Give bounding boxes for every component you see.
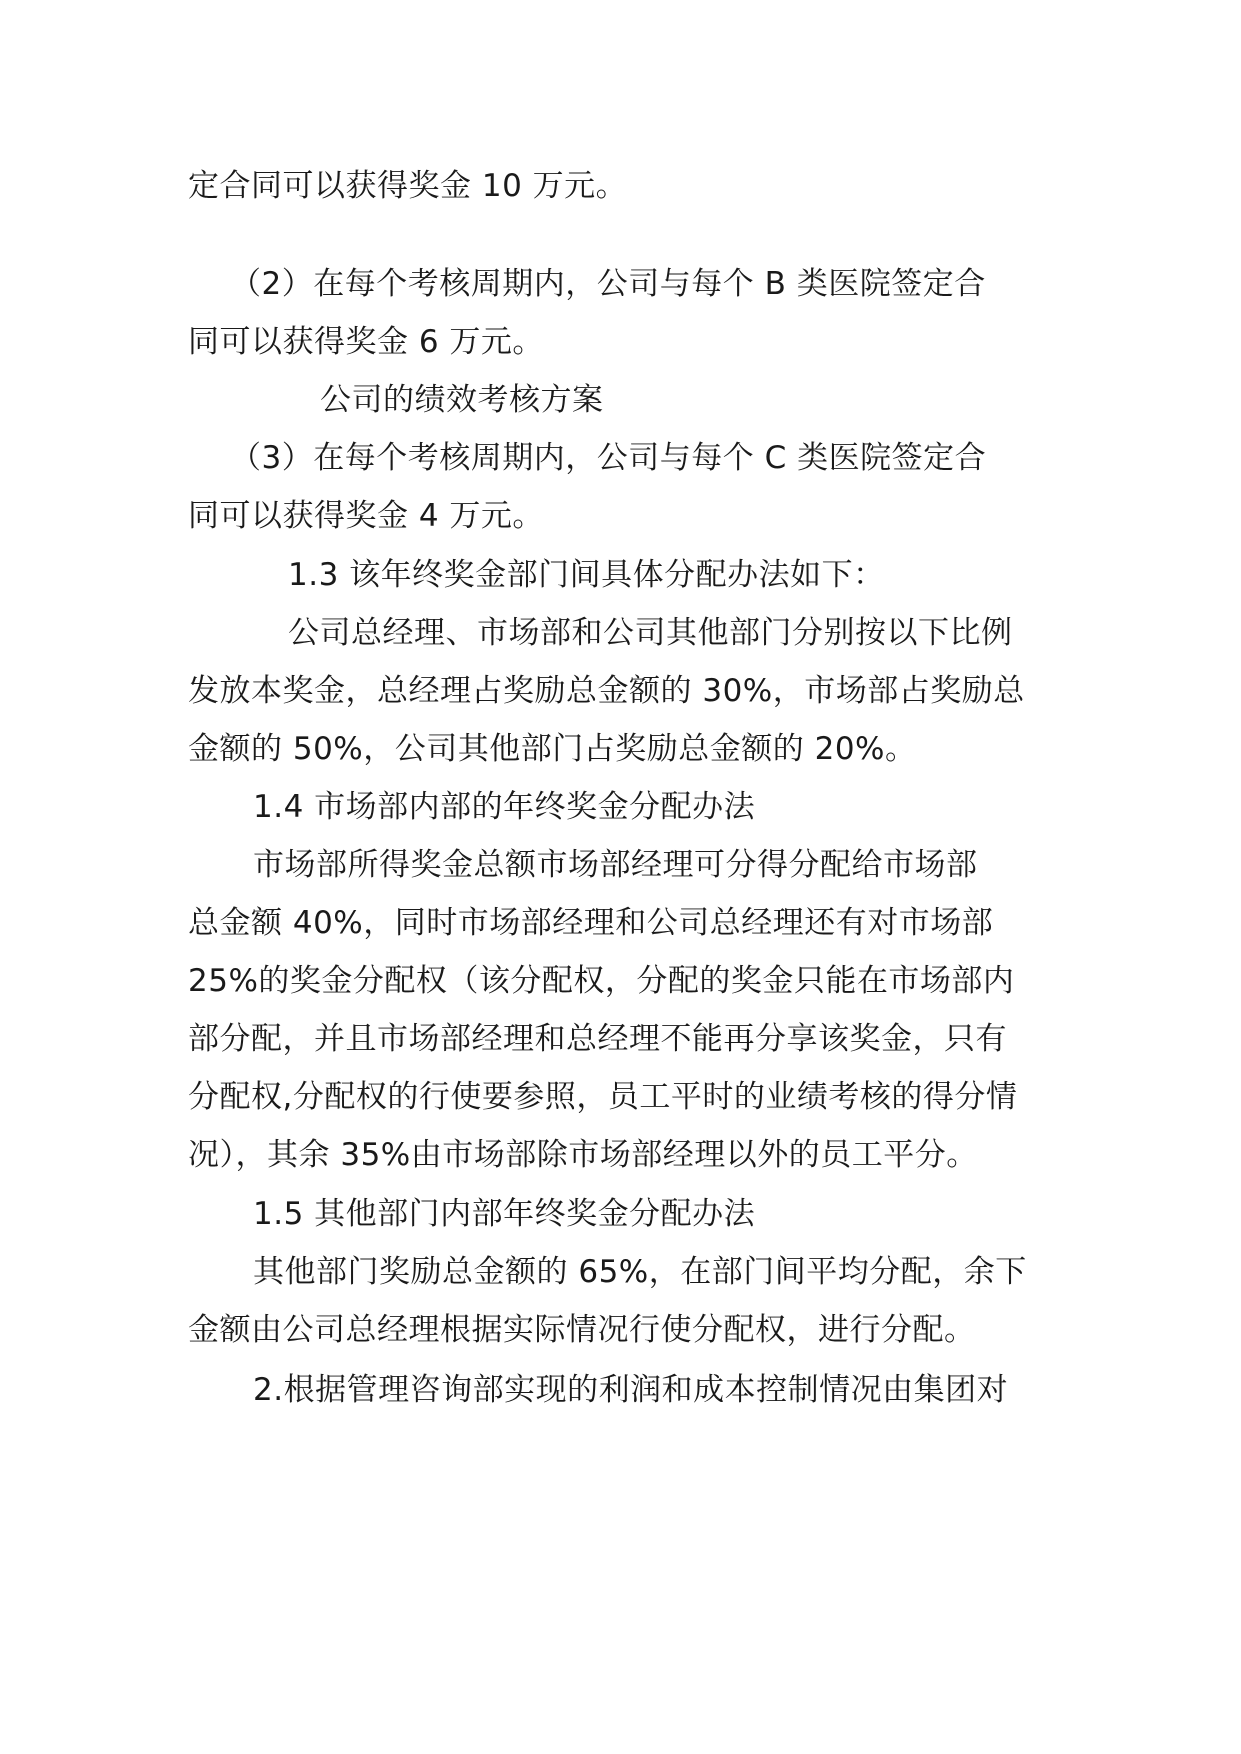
text-line: 金额由公司总经理根据实际情况行使分配权，进行分配。	[188, 1312, 976, 1348]
text-line: 其他部门奖励总金额的 65%，在部门间平均分配，余下	[253, 1254, 1027, 1290]
text-line: 公司总经理、市场部和公司其他部门分别按以下比例	[288, 615, 1013, 651]
section-heading: 1.5 其他部门内部年终奖金分配办法	[253, 1196, 756, 1232]
text-line: 总金额 40%，同时市场部经理和公司总经理还有对市场部	[188, 905, 994, 941]
text-line: 发放本奖金，总经理占奖励总金额的 30%，市场部占奖励总	[188, 673, 1025, 709]
text-line: 部分配，并且市场部经理和总经理不能再分享该奖金，只有	[188, 1021, 1007, 1057]
text-line: 1.3 该年终奖金部门间具体分配办法如下：	[288, 557, 885, 593]
text-line: （2）在每个考核周期内，公司与每个 B 类医院签定合	[230, 266, 986, 302]
text-line: 25%的奖金分配权（该分配权，分配的奖金只能在市场部内	[188, 963, 1015, 999]
section-heading: 1.4 市场部内部的年终奖金分配办法	[253, 789, 756, 825]
text-line: 定合同可以获得奖金 10 万元。	[188, 168, 628, 204]
text-line: 同可以获得奖金 4 万元。	[188, 498, 544, 534]
text-line: 市场部所得奖金总额市场部经理可分得分配给市场部	[253, 847, 978, 883]
text-line: 分配权,分配权的行使要参照，员工平时的业绩考核的得分情	[188, 1079, 1018, 1115]
text-line: 况），其余 35%由市场部除市场部经理以外的员工平分。	[188, 1137, 978, 1173]
text-line: 2.根据管理咨询部实现的利润和成本控制情况由集团对	[253, 1372, 1009, 1408]
text-line: （3）在每个考核周期内，公司与每个 C 类医院签定合	[230, 440, 987, 476]
text-line: 同可以获得奖金 6 万元。	[188, 324, 544, 360]
section-heading: 公司的绩效考核方案	[320, 382, 604, 418]
text-line: 金额的 50%，公司其他部门占奖励总金额的 20%。	[188, 731, 917, 767]
